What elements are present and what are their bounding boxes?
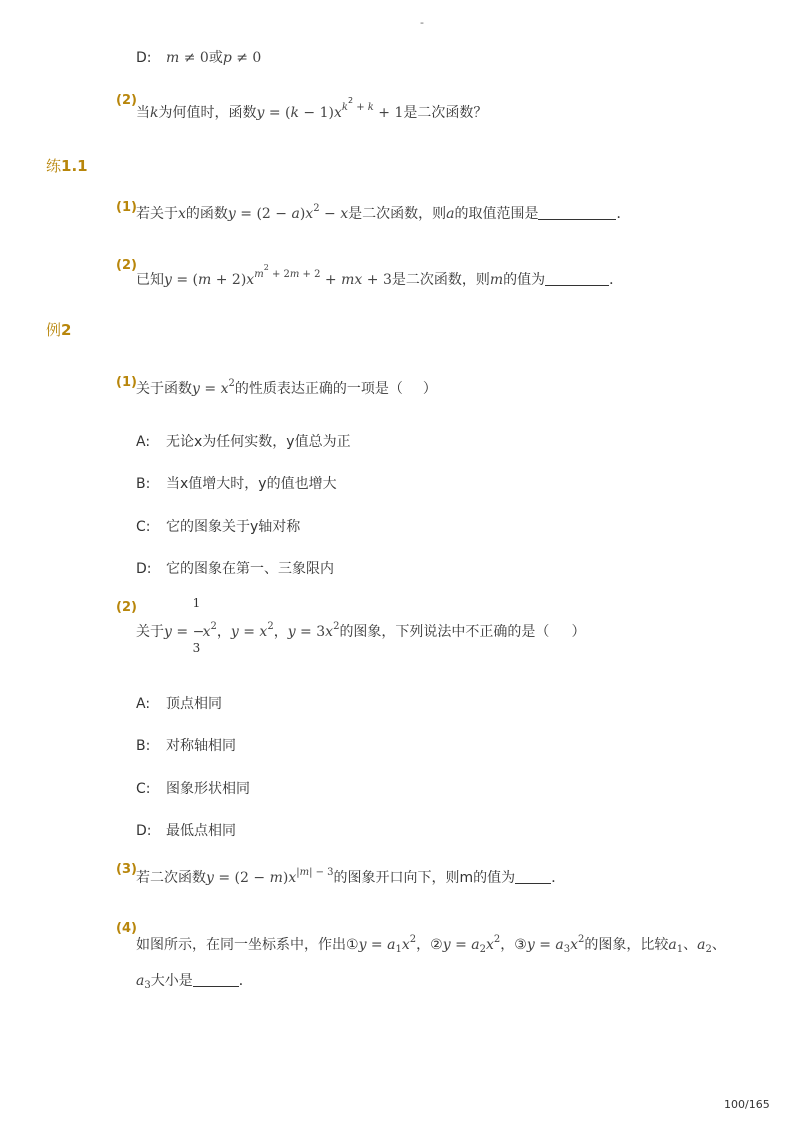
question-number: (2) [116, 258, 137, 273]
question-text: 若关于x的函数$y = (2 - a)x^2 - x$是二次函数，则a的取值范围是 ． [136, 203, 631, 222]
option[interactable]: B: 当x值增大时，y的值也增大 [136, 476, 337, 492]
question-number: (2) [116, 93, 137, 108]
answer-blank[interactable] [515, 871, 551, 884]
option-letter: D: [136, 50, 152, 66]
question-number: (1) [116, 375, 137, 390]
option[interactable]: C: 图象形状相同 [136, 781, 250, 797]
answer-blank[interactable] [193, 974, 239, 987]
question-number: (1) [116, 200, 137, 215]
section-heading: 例2 [46, 321, 72, 339]
option[interactable]: D: 它的图象在第一、三象限内 [136, 561, 334, 577]
question-text: 如图所示，在同一坐标系中，作出①y = $a_1x^2$，②y = $a_2x^2$，③y = $a_3x^2$的图象，比较$a_1$、$a_2$、 $a_3$大小是 ． [136, 934, 726, 991]
question-number: (3) [116, 862, 137, 877]
section-heading: 练1.1 [46, 157, 88, 175]
question-text: 关于函数$y = x^2$的性质表达正确的一项是（ ） [136, 378, 437, 397]
question-text: 当k为何值时，函数$y = (k - 1)x^{k^2 + k} + 1$是二次函数？ [136, 96, 488, 121]
question-number: (2) [116, 600, 137, 615]
question-number: (4) [116, 921, 137, 936]
option[interactable]: A: 无论x为任何实数，y值总为正 [136, 434, 351, 450]
page-number: 100/165 [724, 1098, 770, 1111]
option[interactable]: A: 顶点相同 [136, 696, 222, 712]
header-mark: - [420, 16, 424, 29]
fraction: 1 − 3 [192, 596, 205, 655]
option[interactable]: D: 最低点相同 [136, 823, 236, 839]
answer-blank[interactable] [545, 273, 609, 286]
option-d-top: D: m ≠ 0或p ≠ 0 [136, 50, 262, 66]
question-text: 若二次函数$y = (2 - m)x^{|m| - 3}$的图象开口向下，则m的值为 ． [136, 867, 566, 886]
question-text: 已知$y = (m + 2)x^{m^2 + 2m + 2}$ + mx + 3是二次函数，则m的值为 ． [136, 263, 624, 288]
option[interactable]: C: 它的图象关于y轴对称 [136, 519, 301, 535]
question-text: 关于y = 1 − 3 $x^2$，$y = x^2$，$y = 3x^2$的图象，下列说法中不正确的是（ ） [136, 596, 586, 655]
option[interactable]: B: 对称轴相同 [136, 738, 236, 754]
answer-blank[interactable] [538, 207, 616, 220]
